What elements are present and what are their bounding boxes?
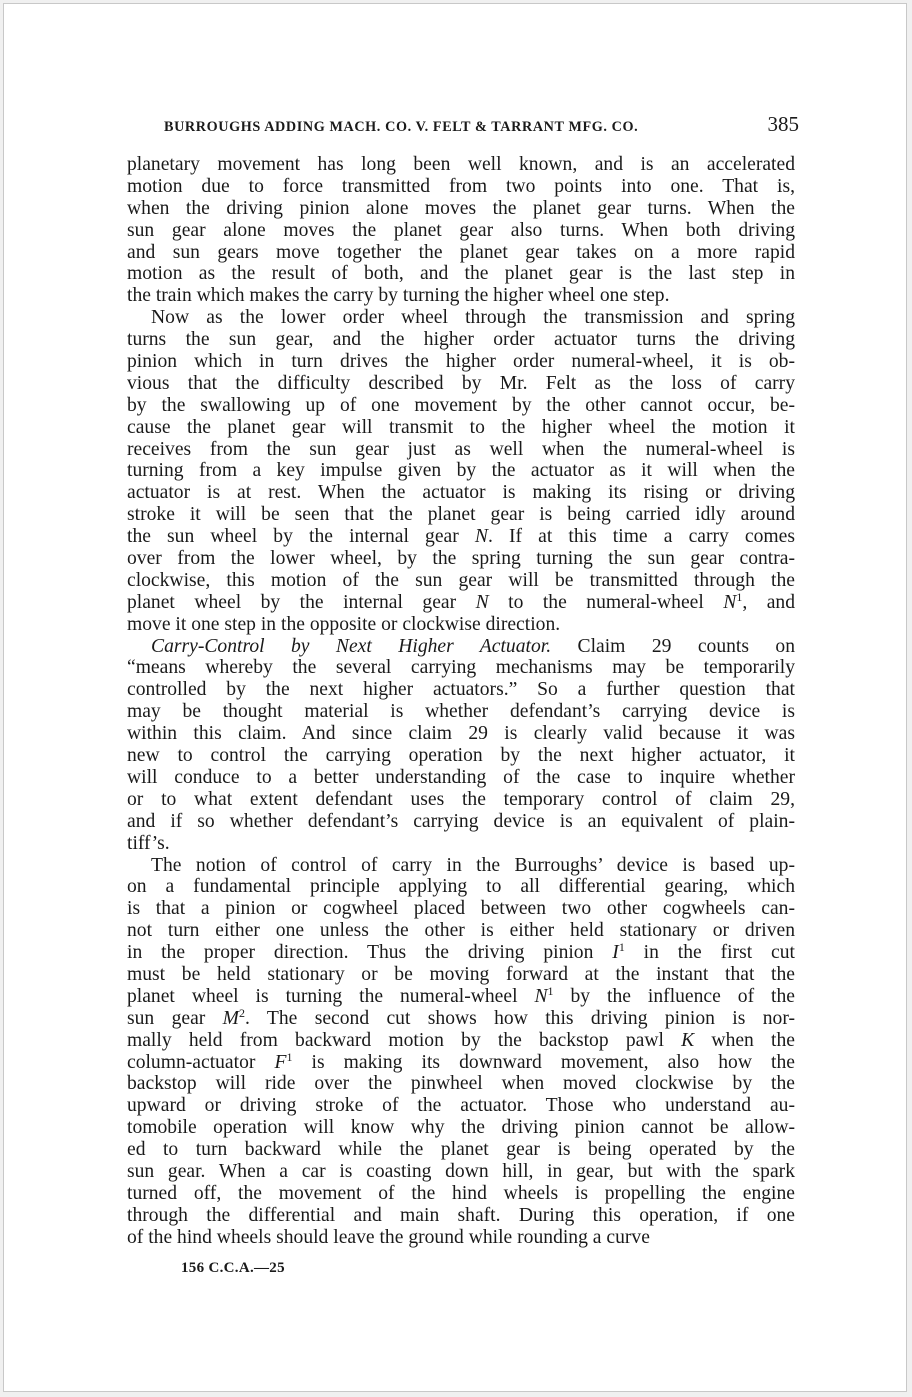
body-text [127, 154, 795, 1249]
text-line: actuator is at rest. When the actuator is making its rising or driving [127, 482, 795, 504]
text-line: when the driving pinion alone moves the planet gear turns. When the [127, 197, 795, 219]
document-page [3, 3, 907, 1392]
page-header [159, 112, 799, 140]
text-line: tiff’s. [127, 832, 170, 854]
text-line: receives from the sun gear just as well when the numeral-wheel is [127, 438, 795, 460]
text-line: of the hind wheels should leave the ground while rounding a curve [127, 1226, 650, 1248]
text-line: may be thought material is whether defendant’s carrying device is [127, 701, 795, 723]
text-line: mally held from backward motion by the backstop pawl K when the [127, 1029, 795, 1051]
text-line: clockwise, this motion of the sun gear will be transmitted through the [127, 569, 795, 591]
text-line: motion as the result of both, and the planet gear is the last step in [127, 263, 795, 285]
text-line: Now as the lower order wheel through the transmission and spring [151, 307, 795, 329]
text-line: controlled by the next higher actuators.” So a further question that [127, 679, 795, 701]
text-line: Carry-Control by Next Higher Actuator. Claim 29 counts on [151, 635, 795, 657]
text-line: not turn either one unless the other is either held stationary or driven [127, 920, 795, 942]
text-line: motion due to force transmitted from two points into one. That is, [127, 175, 795, 197]
text-line: planet wheel by the internal gear N to the numeral-wheel $N^1$, and [127, 589, 795, 613]
text-line: tomobile operation will know why the driving pinion cannot be allow- [127, 1117, 795, 1139]
text-line: on a fundamental principle applying to all differential gearing, which [127, 876, 795, 898]
text-line: in the proper direction. Thus the driving pinion $I^1$ in the first cut [127, 940, 795, 964]
text-line: sun gear. When a car is coasting down hill, in gear, but with the spark [127, 1160, 795, 1182]
page-number: 385 [767, 112, 799, 136]
text-line: is that a pinion or cogwheel placed between two other cogwheels can- [127, 898, 795, 920]
text-line: vious that the difficulty described by Mr. Felt as the loss of carry [127, 372, 795, 394]
text-line: through the differential and main shaft. During this operation, if one [127, 1204, 795, 1226]
text-line: and if so whether defendant’s carrying device is an equivalent of plain- [127, 810, 795, 832]
text-line: and sun gears move together the planet gear takes on a more rapid [127, 241, 795, 263]
text-line: The notion of control of carry in the Burroughs’ device is based up- [151, 854, 795, 876]
text-line: sun gear alone moves the planet gear also turns. When both driving [127, 219, 795, 241]
text-line: will conduce to a better understanding of the case to inquire whether [127, 766, 795, 788]
signature-mark: 156 C.C.A.—25 [181, 1260, 285, 1276]
text-line: upward or driving stroke of the actuator. Those who understand au- [127, 1095, 795, 1117]
text-line: stroke it will be seen that the planet gear is being carried idly around [127, 504, 795, 526]
text-line: turns the sun gear, and the higher order actuator turns the driving [127, 329, 795, 351]
text-line: sun gear $M^2$. The second cut shows how this driving pinion is nor- [127, 1005, 795, 1029]
text-line: new to control the carrying operation by the next higher actuator, it [127, 745, 795, 767]
text-line: planetary movement has long been well known, and is an accelerated [127, 154, 795, 175]
text-line: “means whereby the several carrying mechanisms may be temporarily [127, 657, 795, 679]
text-line: cause the planet gear will transmit to the higher wheel the motion it [127, 416, 795, 438]
text-line: must be held stationary or be moving forward at the instant that the [127, 963, 795, 985]
text-line: or to what extent defendant uses the temporary control of claim 29, [127, 788, 795, 810]
text-line: pinion which in turn drives the higher order numeral-wheel, it is ob- [127, 351, 795, 373]
text-line: over from the lower wheel, by the spring turning the sun gear contra- [127, 548, 795, 570]
text-line: backstop will ride over the pinwheel when moved clockwise by the [127, 1073, 795, 1095]
text-line: planet wheel is turning the numeral-wheel $N^1$ by the influence of the [127, 983, 795, 1007]
text-line: ed to turn backward while the planet gear is being operated by the [127, 1139, 795, 1161]
text-line: move it one step in the opposite or clockwise direction. [127, 613, 561, 635]
text-line: by the swallowing up of one movement by the other cannot occur, be- [127, 394, 795, 416]
running-head: BURROUGHS ADDING MACH. CO. V. FELT & TARRANT MFG. CO. [164, 119, 639, 135]
text-line: turning from a key impulse given by the actuator as it will when the [127, 460, 795, 482]
text-line: the train which makes the carry by turning the higher wheel one step. [127, 285, 670, 307]
text-line: the sun wheel by the internal gear N. If at this time a carry comes [127, 526, 795, 548]
text-line: turned off, the movement of the hind wheels is propelling the engine [127, 1182, 795, 1204]
text-line: within this claim. And since claim 29 is clearly valid because it was [127, 723, 795, 745]
text-line: column-actuator $F^1$ is making its downward movement, also how the [127, 1049, 795, 1073]
